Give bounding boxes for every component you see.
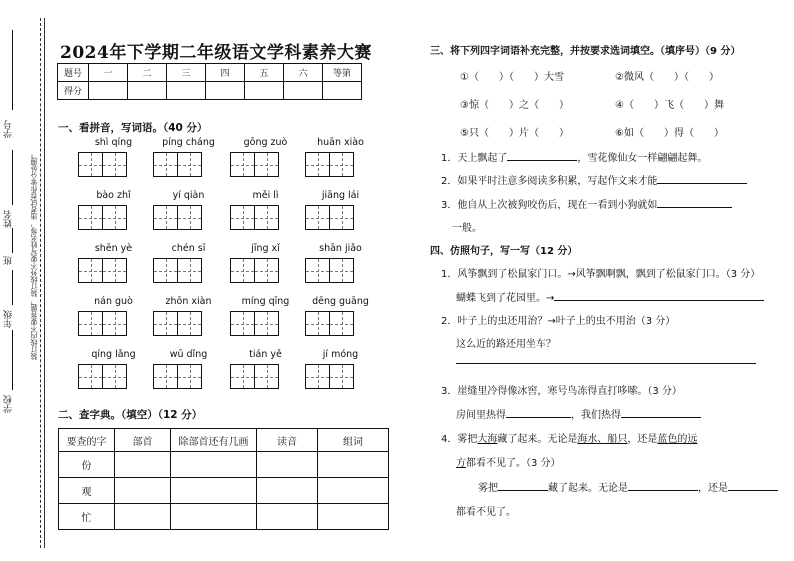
s4-q2: 2．叶子上的虫还用治？→叶子上的虫不用治（3 分） — [441, 316, 676, 327]
s4-q4b1: 雾把 — [478, 483, 498, 494]
s3-q1b: ，雪花像仙女一样翩翩起舞。 — [577, 153, 708, 164]
writing-cell[interactable] — [177, 205, 202, 230]
pinyin-label: zhōn xiàn — [165, 296, 212, 307]
writing-cell[interactable] — [102, 311, 127, 336]
writing-cell[interactable] — [78, 258, 103, 283]
s4-q1b-text: 蝴蝶飞到了花园里。→ — [456, 293, 555, 304]
writing-cell[interactable] — [305, 311, 330, 336]
writing-cell[interactable] — [78, 311, 103, 336]
page-title: 2024年下学期二年级语文学科素养大赛 — [60, 43, 372, 63]
dict-answer-cell[interactable] — [171, 478, 257, 504]
writing-grid — [230, 258, 278, 283]
pinyin-label: jí móng — [322, 349, 359, 360]
s4-q4b2: 藏了起来。无论是 — [548, 483, 628, 494]
pinyin-label: shì qíng — [94, 137, 133, 148]
school-line — [12, 330, 13, 390]
dict-answer-cell[interactable] — [171, 452, 257, 478]
id-line — [12, 30, 13, 110]
writing-cell[interactable] — [329, 364, 354, 389]
dict-answer-cell[interactable] — [115, 478, 171, 504]
sidebar-label-grade: 年级 — [4, 310, 14, 328]
score-header: 题号 — [58, 64, 89, 82]
s4-q3: 3．崖缝里冷得像冰窖，寒号鸟冻得直打哆嗦。（3 分） — [441, 386, 682, 397]
writing-cell[interactable] — [254, 364, 279, 389]
s3-q3b: 一般。 — [452, 223, 482, 234]
writing-cell[interactable] — [329, 311, 354, 336]
answer-blank[interactable] — [621, 408, 701, 418]
dict-answer-cell[interactable] — [257, 478, 318, 504]
dict-answer-cell[interactable] — [115, 504, 171, 530]
score-cell[interactable] — [245, 82, 284, 100]
s4-q1b — [456, 289, 764, 304]
dict-answer-cell[interactable] — [171, 504, 257, 530]
answer-blank[interactable] — [657, 198, 732, 208]
idiom-6: ⑥如（ ）得（ ） — [615, 128, 724, 139]
s4-q2b: 这么近的路还用坐车？ — [456, 339, 556, 350]
writing-cell[interactable] — [153, 152, 178, 177]
answer-blank[interactable] — [728, 481, 778, 491]
writing-grid — [78, 311, 126, 336]
answer-blank[interactable] — [657, 174, 747, 184]
answer-blank[interactable] — [498, 481, 548, 491]
score-header: 六 — [284, 64, 323, 82]
writing-grid — [230, 205, 278, 230]
s4-q4b4: 都看不见了。 — [456, 507, 516, 518]
dictionary-table — [58, 428, 389, 530]
dict-header: 要查的字 — [59, 429, 115, 452]
section4-title: 四、仿照句子，写一写（12 分） — [430, 246, 578, 257]
writing-grid — [78, 258, 126, 283]
pinyin-label: měi lì — [252, 190, 279, 201]
pinyin-label: shān jiǎo — [319, 243, 362, 254]
writing-cell[interactable] — [305, 205, 330, 230]
s4-q4-pre: 4．雾把 — [441, 434, 478, 445]
score-row-label: 得分 — [58, 82, 89, 100]
dict-header: 除部首还有几画 — [171, 429, 257, 452]
pinyin-label: jīng xǐ — [251, 243, 280, 254]
dict-char: 份 — [59, 452, 115, 478]
sidebar-label-school: 学校 — [4, 395, 14, 413]
s4-q4 — [441, 430, 697, 445]
writing-cell[interactable] — [102, 364, 127, 389]
writing-cell[interactable] — [153, 311, 178, 336]
s3-q3-text: 3．他自从上次被狗咬伤后，现在一看到小狗就如 — [441, 200, 658, 211]
s4-q3b2: ，我们热得 — [571, 410, 621, 421]
writing-grid — [305, 364, 353, 389]
writing-cell[interactable] — [230, 152, 255, 177]
s4-q3b — [456, 406, 701, 421]
s3-q1 — [441, 149, 707, 164]
writing-grid — [153, 152, 201, 177]
writing-cell[interactable] — [102, 205, 127, 230]
writing-cell[interactable] — [254, 152, 279, 177]
dict-answer-cell[interactable] — [318, 478, 389, 504]
answer-blank[interactable] — [507, 151, 577, 161]
answer-line[interactable] — [456, 354, 756, 364]
binding-solid-line — [44, 18, 45, 548]
pinyin-label: píng cháng — [162, 137, 215, 148]
idiom-3: ③惊（ ）之（ ） — [460, 100, 569, 111]
idiom-2: ②微风（ ）（ ） — [615, 72, 719, 83]
pinyin-label: nán guò — [94, 296, 133, 307]
grade-line — [12, 270, 13, 305]
score-cell[interactable] — [206, 82, 245, 100]
section1-title: 一、看拼音，写词语。（40 分） — [58, 122, 208, 134]
s4-q4-mid2: ，还是 — [627, 434, 658, 445]
writing-cell[interactable] — [329, 152, 354, 177]
writing-grid — [305, 205, 353, 230]
writing-grid — [305, 311, 353, 336]
s4-q4-mid1: 藏了起来。无论是 — [497, 434, 578, 445]
score-header: 二 — [128, 64, 167, 82]
score-header: 三 — [167, 64, 206, 82]
writing-grid — [230, 152, 278, 177]
pinyin-label: huān xiào — [317, 137, 364, 148]
s4-q3b1: 房间里热得 — [456, 410, 506, 421]
section2-title: 二、查字典。（填空）（12 分） — [58, 409, 203, 421]
dict-answer-cell[interactable] — [257, 452, 318, 478]
dict-answer-cell[interactable] — [318, 452, 389, 478]
s4-q4-u2: 海水、船只 — [577, 434, 628, 445]
writing-cell[interactable] — [153, 364, 178, 389]
s4-q4-u4: 方 — [456, 458, 466, 469]
writing-grid — [153, 364, 201, 389]
s3-q3 — [441, 196, 732, 211]
writing-grid — [305, 258, 353, 283]
dict-answer-cell[interactable] — [115, 452, 171, 478]
writing-cell[interactable] — [102, 258, 127, 283]
answer-blank[interactable] — [554, 291, 764, 301]
pinyin-label: tián yě — [249, 349, 282, 360]
s4-q4b3: ，还是 — [698, 483, 728, 494]
dict-char: 忙 — [59, 504, 115, 530]
writing-cell[interactable] — [254, 205, 279, 230]
score-cell[interactable] — [167, 82, 206, 100]
dict-answer-cell[interactable] — [257, 504, 318, 530]
writing-grid — [230, 364, 278, 389]
writing-cell[interactable] — [305, 364, 330, 389]
writing-grid — [230, 311, 278, 336]
score-header: 等第 — [323, 64, 362, 82]
score-cell[interactable] — [89, 82, 128, 100]
score-header: 一 — [89, 64, 128, 82]
binding-notice: 装订线内不要答题，装订线外不要写姓名等，违者试卷作零分处理。 — [30, 150, 38, 360]
writing-cell[interactable] — [230, 364, 255, 389]
pinyin-label: gōng zuò — [243, 137, 288, 148]
writing-cell[interactable] — [177, 258, 202, 283]
binding-dashed-line — [40, 18, 41, 548]
writing-grid — [78, 205, 126, 230]
pinyin-label: dēng guāng — [312, 296, 369, 307]
pinyin-label: míng qīng — [241, 296, 290, 307]
score-header: 四 — [206, 64, 245, 82]
pinyin-label: chén sī — [171, 243, 206, 254]
writing-grid — [153, 258, 201, 283]
writing-cell[interactable] — [230, 311, 255, 336]
answer-blank[interactable] — [506, 408, 571, 418]
s4-q4-u3: 蓝色的远 — [657, 434, 698, 445]
writing-grid — [153, 311, 201, 336]
writing-cell[interactable] — [305, 152, 330, 177]
dict-char: 观 — [59, 478, 115, 504]
idiom-5: ⑤只（ ）片（ ） — [460, 128, 569, 139]
writing-cell[interactable] — [230, 205, 255, 230]
writing-cell[interactable] — [177, 152, 202, 177]
s4-q1: 1．风筝飘到了松鼠家门口。→风筝飘啊飘，飘到了松鼠家门口。（3 分） — [441, 269, 761, 280]
writing-grid — [305, 152, 353, 177]
s4-q4-u1: 大海 — [477, 434, 498, 445]
sidebar-label-class: 班 — [4, 256, 14, 265]
dict-answer-cell[interactable] — [318, 504, 389, 530]
s3-q2 — [441, 172, 747, 187]
pinyin-label: shēn yè — [94, 243, 133, 254]
pinyin-label: wū dǐng — [169, 349, 208, 360]
pinyin-label: yí qiàn — [172, 190, 205, 201]
dict-header: 读音 — [257, 429, 318, 452]
writing-cell[interactable] — [329, 205, 354, 230]
writing-cell[interactable] — [254, 311, 279, 336]
name-line — [12, 150, 13, 205]
writing-cell[interactable] — [153, 258, 178, 283]
answer-blank[interactable] — [628, 481, 698, 491]
score-header: 五 — [245, 64, 284, 82]
section3-title: 三、将下列四字词语补充完整，并按要求选词填空。（填序号）（9 分） — [430, 46, 741, 57]
writing-cell[interactable] — [153, 205, 178, 230]
writing-cell[interactable] — [78, 205, 103, 230]
idiom-1: ①（ ）（ ）大雪 — [460, 72, 564, 83]
s3-q1a: 1．天上飘起了 — [441, 153, 508, 164]
pinyin-label: jiāng lái — [321, 190, 360, 201]
writing-cell[interactable] — [305, 258, 330, 283]
dict-header: 组词 — [318, 429, 389, 452]
s4-q4-line2 — [456, 454, 561, 469]
score-cell[interactable] — [323, 82, 362, 100]
sidebar-label-id: 学号 — [4, 120, 14, 138]
writing-cell[interactable] — [230, 258, 255, 283]
writing-cell[interactable] — [329, 258, 354, 283]
dict-header: 部首 — [115, 429, 171, 452]
pinyin-label: bào zhǐ — [96, 190, 131, 201]
s4-q4-end: 都看不见了。（3 分） — [466, 458, 561, 469]
s3-q2-text: 2．如果平时注意多阅读多积累，写起作文来才能 — [441, 176, 658, 187]
writing-cell[interactable] — [78, 152, 103, 177]
writing-cell[interactable] — [254, 258, 279, 283]
idiom-4: ④（ ）飞（ ）舞 — [615, 100, 724, 111]
score-cell[interactable] — [128, 82, 167, 100]
sidebar-label-name: 姓名 — [4, 210, 14, 228]
score-table — [57, 63, 362, 100]
writing-grid — [78, 364, 126, 389]
writing-cell[interactable] — [177, 311, 202, 336]
writing-cell[interactable] — [177, 364, 202, 389]
writing-cell[interactable] — [102, 152, 127, 177]
pinyin-label: qíng lǎng — [91, 349, 136, 360]
writing-grid — [78, 152, 126, 177]
writing-grid — [153, 205, 201, 230]
writing-cell[interactable] — [78, 364, 103, 389]
class-line — [12, 228, 13, 253]
s4-q4b — [478, 479, 778, 494]
score-cell[interactable] — [284, 82, 323, 100]
